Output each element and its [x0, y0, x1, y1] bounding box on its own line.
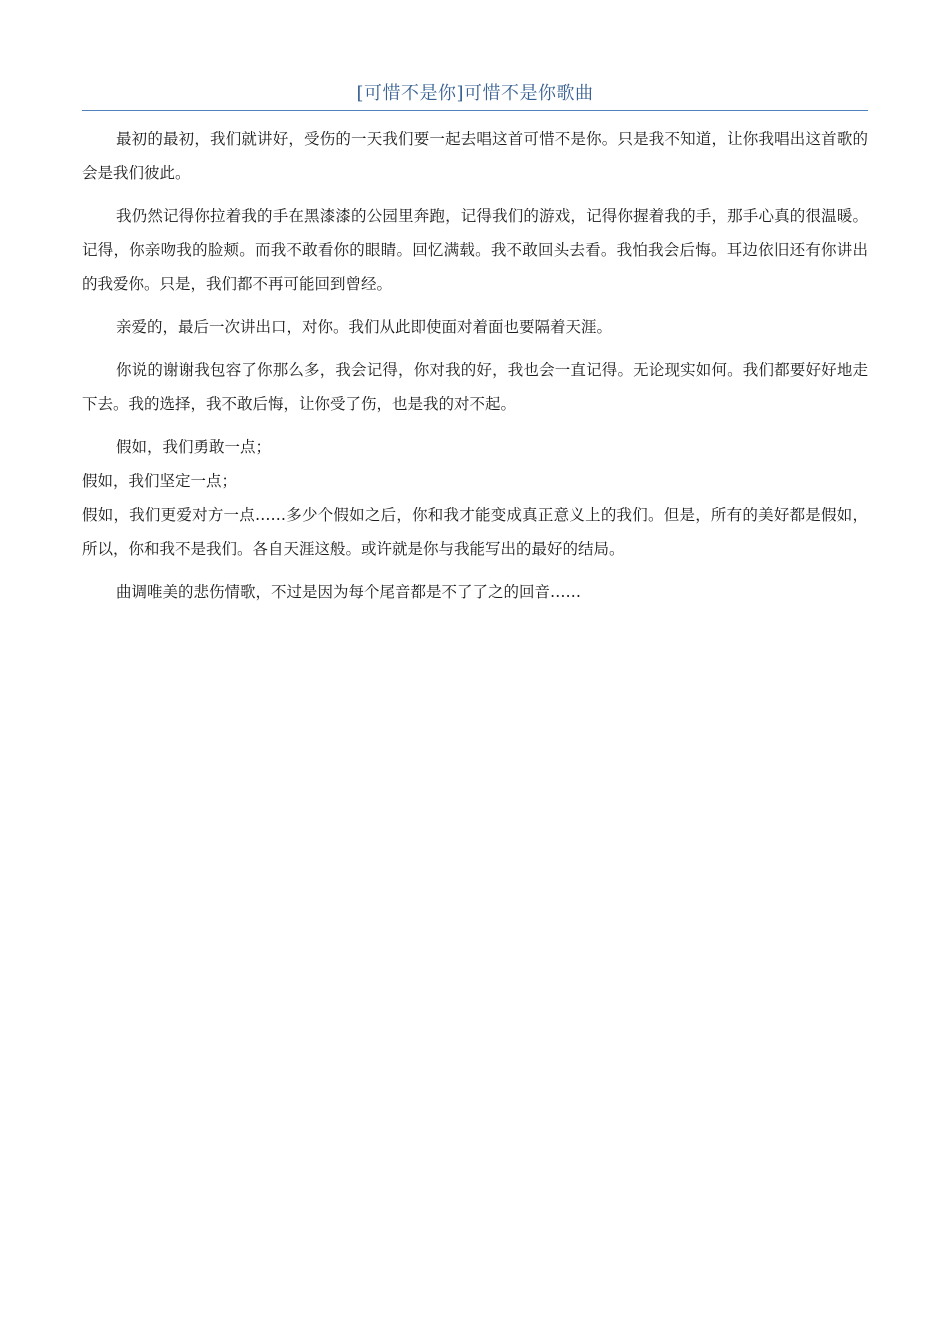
paragraph: 曲调唯美的悲伤情歌，不过是因为每个尾音都是不了了之的回音……: [116, 583, 582, 601]
paragraph: 最初的最初，我们就讲好，受伤的一天我们要一起去唱这首可惜不是你。只是我不知道，让你我唱出这首歌的会是我们彼此。: [82, 130, 868, 182]
paragraph: 亲爱的，最后一次讲出口，对你。我们从此即使面对着面也要隔着天涯。: [116, 318, 613, 336]
paragraph: 你说的谢谢我包容了你那么多，我会记得，你对我的好，我也会一直记得。无论现实如何。我们都要好好地走下去。我的选择，我不敢后悔，让你受了伤，也是我的对不起。: [82, 361, 868, 413]
paragraph: 假如，我们更爱对方一点……多少个假如之后，你和我才能变成真正意义上的我们。但是，所有的美好都是假如，所以，你和我不是我们。各自天涯这般。或许就是你与我能写出的最好的结局。: [82, 506, 868, 558]
paragraph: 我仍然记得你拉着我的手在黑漆漆的公园里奔跑，记得我们的游戏，记得你握着我的手，那手心真的很温暖。记得，你亲吻我的脸颊。而我不敢看你的眼睛。回忆满载。我不敢回头去看。我怕我会后悔。耳边依旧还有你讲出的我爱你。只是，我们都不再可能回到曾经。: [82, 207, 868, 293]
page-header: [82, 80, 868, 111]
document-body: [82, 122, 868, 618]
document-title: [可惜不是你]可惜不是你歌曲: [356, 83, 594, 104]
paragraph: 假如，我们坚定一点；: [82, 472, 238, 490]
paragraph: 假如，我们勇敢一点；: [116, 438, 272, 456]
